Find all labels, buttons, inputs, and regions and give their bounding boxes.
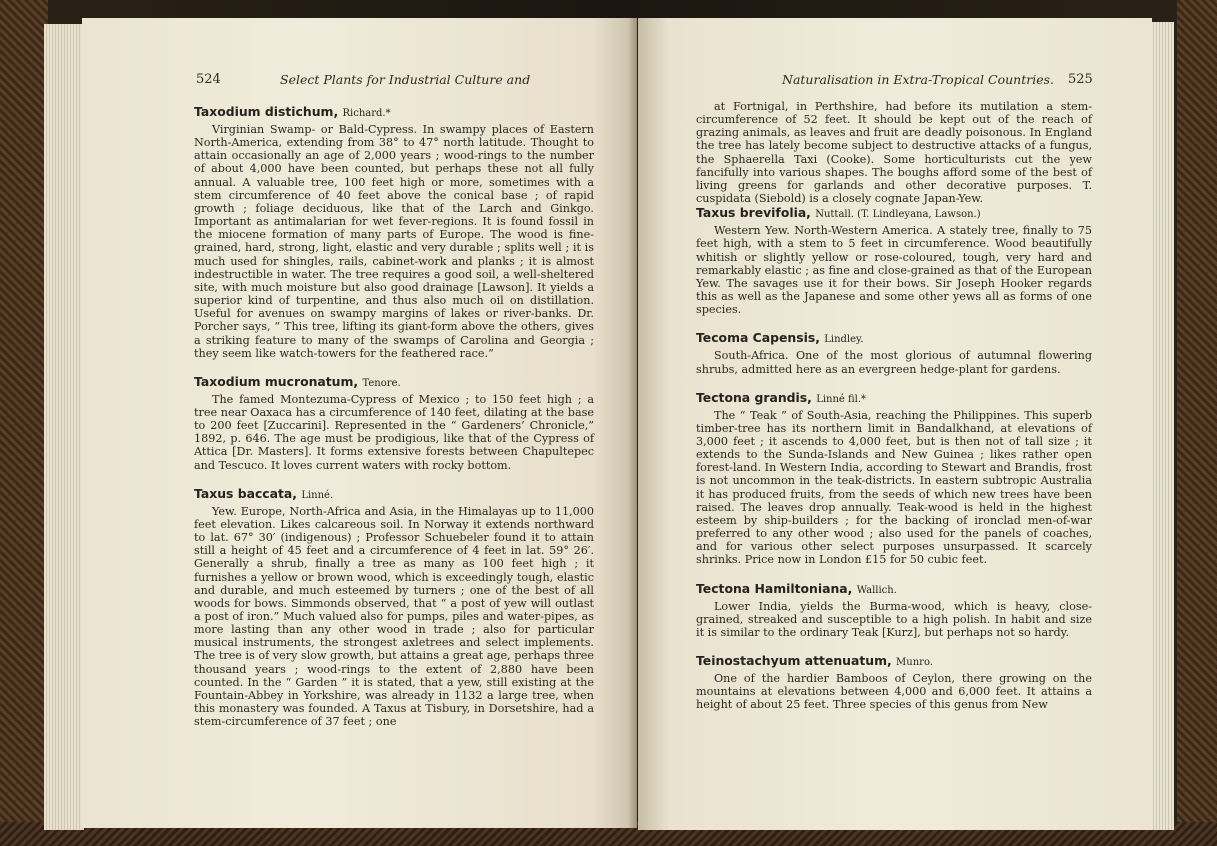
species-authority: Linné. <box>301 489 334 501</box>
book-cover-left <box>0 0 48 846</box>
species-authority: Tenore. <box>362 377 401 389</box>
species-authority: Lindley. <box>824 334 864 346</box>
species-entry <box>194 486 594 729</box>
left-content <box>194 104 594 742</box>
species-entry <box>696 581 1092 639</box>
species-name: Taxus brevifolia, <box>696 205 811 221</box>
species-name: Tectona Hamiltoniana, <box>696 580 853 596</box>
species-description: The famed Montezuma-Cypress of Mexico ; to 150 feet high ; a tree near Oaxaca has a circumference of 140 feet, dilating at the base to 200 feet [Zuccarini]. Represented in the “ Gardeners’ Chronicle,” 1892, p. 646. The age must be prodigious, like that of the Cypress of Attica [Dr. Masters]. It forms extensive forests between Chapultepec and Tescuco. It loves current waters with rocky bottom. <box>194 392 594 472</box>
page-edges-left <box>44 24 84 830</box>
running-head: Naturalisation in Extra-Tropical Countries. <box>782 72 1054 87</box>
species-entry <box>696 205 1092 316</box>
species-description: Virginian Swamp- or Bald-Cypress. In swampy places of Eastern North-America, extending from 38° to 47° north latitude. Thought to attain occasionally an age of 2,000 years ; wood-rings to the number of about 4,000 have been counted, but perhaps these not all fully annual. A valuable tree, 100 feet high or more, sometimes with a stem circumference of 40 feet above the conical base ; of rapid growth ; foliage deciduous, like that of the Larch and Ginkgo. Important as antimalarian for wet fever-regions. It is found fossil in the miocene formation of many parts of Europe. The wood is fine-grained, hard, strong, light, elastic and very durable ; splits well ; it is much used for shingles, rails, cabinet-work and planks ; it is almost indestructible in water. The tree requires a good soil, a well-sheltered site, with much moisture but also good drainage [Lawson]. It yields a superior kind of turpentine, and thus also much oil on distillation. Useful for avenues on swampy margins of lakes or river-banks. Dr. Porcher says, “ This tree, lifting its giant-form above the others, gives a striking feature to many of the swamps of Carolina and Georgia ; they seem like watch-towers for the feathered race.” <box>194 123 594 360</box>
page-edges-right <box>1150 22 1174 830</box>
species-entry <box>194 374 594 472</box>
species-entry <box>194 104 594 360</box>
species-authority: Richard.* <box>342 108 391 119</box>
species-description: Western Yew. North-Western America. A stately tree, finally to 75 feet high, with a stem to 5 feet in circumference. Wood beautifully whitish or slightly yellow or rose-coloured, tough, very hard and remarkably elastic ; as fine and close-grained as that of the European Yew. The savages use it for their bows. Sir Joseph Hooker regards this as well as the Japanese and some other yews all as forms of one species. <box>696 224 1092 317</box>
species-description: Yew. Europe, North-Africa and Asia, in the Himalayas up to 11,000 feet elevation. Likes calcareous soil. In Norway it extends northward to lat. 67° 30′ (indigenous) ; Professor Schuebeler found it to attain still a height of 45 feet and a circumference of 4 feet in lat. 59° 26′. Generally a shrub, finally a tree as many as 100 feet high ; it furnishes a yellow or brown wood, which is exceedingly tough, elastic and durable, and much esteemed by turners ; one of the best of all woods for bows. Simmonds observed, that “ a post of yew will outlast a post of iron.” Much valued also for pumps, piles and water-pipes, as more lasting than any other wood in trade ; also for particular musical instruments, the strongest axletrees and select implements. The tree is of very slow growth, but attains a great age, perhaps three thousand years ; wood-rings to the extent of 2,880 have been counted. In the “ Garden ” it is stated, that a yew, still existing at the Fountain-Abbey in Yorkshire, was already in 1132 a large tree, when this monastery was founded. A Taxus at Tisbury, in Dorsetshire, had a stem-circumference of 37 feet ; one <box>194 504 595 729</box>
species-name: Tecoma Capensis, <box>696 330 820 346</box>
species-name: Tectona grandis, <box>696 389 812 405</box>
species-name: Taxus baccata, <box>194 485 297 501</box>
species-entry <box>696 390 1092 567</box>
page-number: 525 <box>1068 72 1093 87</box>
species-authority: Nuttall. (T. Lindleyana, Lawson.) <box>815 209 981 221</box>
species-entry <box>696 330 1092 375</box>
right-content <box>696 100 1092 725</box>
species-name: Taxodium distichum, <box>194 104 339 119</box>
species-description: One of the hardier Bamboos of Ceylon, there growing on the mountains at elevations between 4,000 and 6,000 feet. It attains a height of about 25 feet. Three species of this genus from New <box>696 672 1092 712</box>
species-name: Taxodium mucronatum, <box>194 373 359 389</box>
species-description: South-Africa. One of the most glorious of autumnal flowering shrubs, admitted here as an evergreen hedge-plant for gardens. <box>696 349 1092 376</box>
species-description: Lower India, yields the Burma-wood, which is heavy, close-grained, streaked and susceptible to a high polish. In habit and size it is similar to the ordinary Teak [Kurz], but perhaps not so hardy. <box>696 599 1092 639</box>
species-name: Teinostachyum attenuatum, <box>696 653 892 668</box>
species-authority: Munro. <box>896 657 933 668</box>
species-description: The “ Teak ” of South-Asia, reaching the Philippines. This superb timber-tree has its northern limit in Bandalkhand, at elevations of 3,000 feet ; it ascends to 4,000 feet, but is then not of tall size ; it extends to the Sunda-Islands and New Guinea ; likes rather open forest-land. In Western India, according to Stewart and Brandis, frost is not uncommon in the teak-districts. In eastern subtropic Australia it has produced fruits, from the seeds of which new trees have been raised. The leaves drop annually. Teak-wood is held in the highest esteem by ship-builders ; for the backing of ironclad men-of-war preferred to any other wood ; also used for the panels of coaches, and for various other select purposes unsurpassed. It scarcely shrinks. Price now in London £15 for 50 cubic feet. <box>696 408 1092 567</box>
species-entry <box>696 653 1092 711</box>
running-head: Select Plants for Industrial Culture and <box>280 72 531 87</box>
page-number: 524 <box>196 72 221 87</box>
book-cover-right <box>1177 0 1217 846</box>
left-page <box>82 18 637 828</box>
continued-text: at Fortnigal, in Perthshire, had before its mutilation a stem-circumference of 52 feet. It should be kept out of the reach of grazing animals, as leaves and fruit are deadly poisonous. In England the tree has lately become subject to destructive attacks of a fungus, the Sphaerella Taxi (Cooke). Some horticulturists cut the yew fancifully into various shapes. The boughs afford some of the best of living greens for garlands and other decorative purposes. T. cuspidata (Siebold) is a closely cognate Japan-Yew. <box>696 100 1092 206</box>
right-page <box>638 18 1152 830</box>
species-authority: Linné fil.* <box>816 393 867 405</box>
species-authority: Wallich. <box>856 584 897 596</box>
